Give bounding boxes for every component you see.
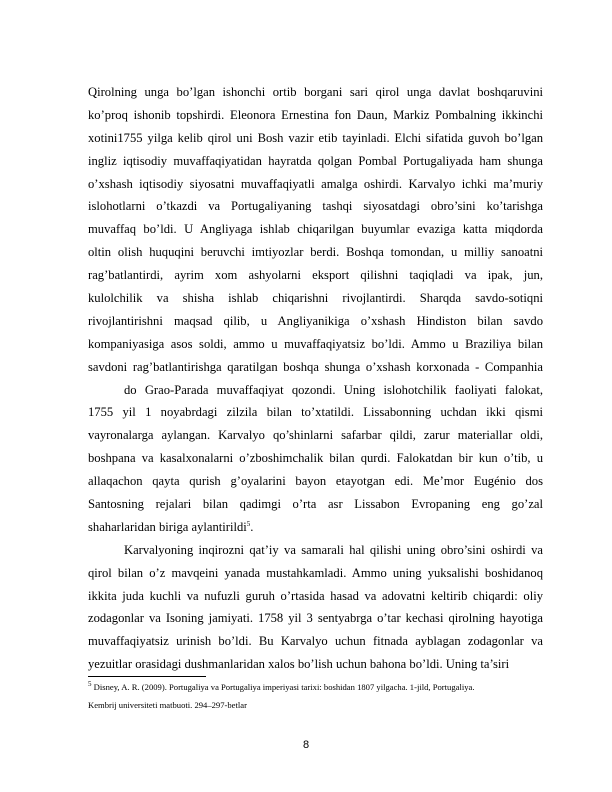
text-line (88, 607, 543, 630)
text-line (88, 104, 543, 127)
text-line (88, 447, 543, 470)
text-line (88, 218, 543, 241)
footnote-text: Disney, A. R. (2009). Portugaliya va Portugaliya imperiyasi tarixi: boshidan 1807 yilgacha. 1-jild, Portugaliya. (91, 682, 475, 692)
text-line (88, 173, 543, 196)
text-line (88, 150, 543, 173)
line-text: qirol bilan o’z mavqeini yanada mustahkamladi. Ammo uning yuksalishi boshidanoq (88, 565, 543, 580)
line-text: zodagonlar va Isoning jamiyati. 1758 yil 3 sentyabrga o’tar kechasi qirolning hayotiga (88, 611, 543, 626)
line-text: ingliz iqtisodiy muvaffaqiyatidan hayratda qolgan Pombal Portugaliyada ham shunga (88, 153, 543, 168)
footnote-number: 5 (88, 680, 92, 689)
line-text: ikkita juda kuchli va nufuzli guruh o’rtasida hasad va adovatni keltirib chiqardi: oliy (88, 588, 543, 603)
line-text: Qirolning unga bo’lgan ishonchi ortib borgani sari qirol unga davlat boshqaruvini (88, 85, 543, 99)
text-line (88, 379, 543, 402)
line-text: savdoni rag’batlantirishga qaratilgan boshqa shunga o’xshash korxonada - Companhia (88, 359, 543, 374)
line-text: Karvalyoning inqirozni qat’iy va samarali hal qilishi uning obro’sini oshirdi va (124, 542, 543, 557)
line-text: allaqachon qayta qurish g’oyalarini bayon etayotgan edi. Me’mor Eugénio dos (88, 474, 543, 489)
line-text: 1755 yil 1 noyabrdagi zilzila bilan to’xtatildi. Lissabonning uchdan ikki qismi (88, 405, 543, 420)
line-text: yezuitlar orasidagi dushmanlaridan xalos bo’lish uchun bahona bo’ldi. Uning ta’siri (88, 657, 510, 672)
line-text: oltin olish huquqini beruvchi imtiyozlar berdi. Boshqa tomondan, u milliy sanoatni (88, 245, 543, 260)
line-text: kulolchilik va shisha ishlab chiqarishni rivojlantirdi. Sharqda savdo-sotiqni (88, 291, 543, 306)
line-text: muvaffaqiyatsiz urinish bo’ldi. Bu Karvalyo uchun fitnada ayblagan zodagonlar va (88, 634, 543, 649)
line-text: xotini1755 yilga kelib qirol uni Bosh vazir etib tayinladi. Elchi sifatida guvoh bo’lgan (88, 130, 543, 145)
text-line (88, 333, 543, 356)
text-line: shaharlaridan biriga aylantirildi$^5$. (88, 519, 254, 534)
text-line (88, 195, 543, 218)
text-line (88, 310, 543, 333)
line-text: ko’proq ishonib topshirdi. Eleonora Ernestina fon Daun, Markiz Pombalning ikkinchi (88, 107, 543, 122)
footnote-line-1 (88, 681, 548, 693)
text-line (88, 562, 543, 585)
page-number: 8 (302, 739, 310, 751)
text-line (88, 470, 543, 493)
line-text: kompaniyasiga asos soldi, ammo u muvaffaqiyatsiz bo’ldi. Ammo u Braziliya bilan (88, 336, 543, 351)
line-text: vayronalarga aylangan. Karvalyo qo’shinlarni safarbar qildi, zarur materiallar oldi, (88, 428, 543, 443)
footnote-reference: 5 (246, 519, 251, 528)
line-text: Santosning rejalari bilan qadimgi o’rta asr Lissabon Evropaning eng go’zal (88, 497, 543, 512)
text-line (88, 493, 543, 516)
text-line (88, 264, 543, 287)
text-line (88, 127, 543, 150)
line-text: islohotlarni o’tkazdi va Portugaliyaning tashqi siyosatdagi obro’sini ko’tarishga (88, 199, 543, 214)
text-line (88, 81, 543, 104)
line-text: rag’batlantirdi, ayrim xom ashyolarni eksport qilishni taqiqladi va ipak, jun, (88, 268, 543, 283)
text-line (88, 241, 543, 264)
text-line (88, 653, 543, 676)
line-text: rivojlantirishni maqsad qilib, u Angliyanikiga o’xshash Hindiston bilan savdo (88, 313, 543, 328)
text-line (88, 287, 543, 310)
text-line (88, 424, 543, 447)
document-body (88, 81, 543, 676)
text-line (88, 630, 543, 653)
text-line (88, 401, 543, 424)
line-text: muvaffaq bo’ldi. U Angliyaga ishlab chiqarilgan buyumlar evaziga katta miqdorda (88, 222, 543, 237)
line-text: boshpana va kasalxonalarni o’zboshimchalik bilan qurdi. Falokatdan bir kun o’tib, u (88, 451, 543, 466)
line-text: do Grao-Parada muvaffaqiyat qozondi. Uning islohotchilik faoliyati falokat, (124, 382, 543, 397)
footnote-separator (88, 676, 206, 677)
text-line (88, 585, 543, 608)
footnote-line-2: Kembrij universiteti matbuoti. 294–297-betlar (88, 700, 247, 710)
text-line (88, 539, 543, 562)
text-line (88, 356, 543, 379)
line-text: o’xshash iqtisodiy siyosatni muvaffaqiyatli amalga oshirdi. Karvalyo ichki ma’muriy (88, 176, 543, 191)
line-text: shaharlaridan biriga aylantirildi (88, 519, 247, 534)
